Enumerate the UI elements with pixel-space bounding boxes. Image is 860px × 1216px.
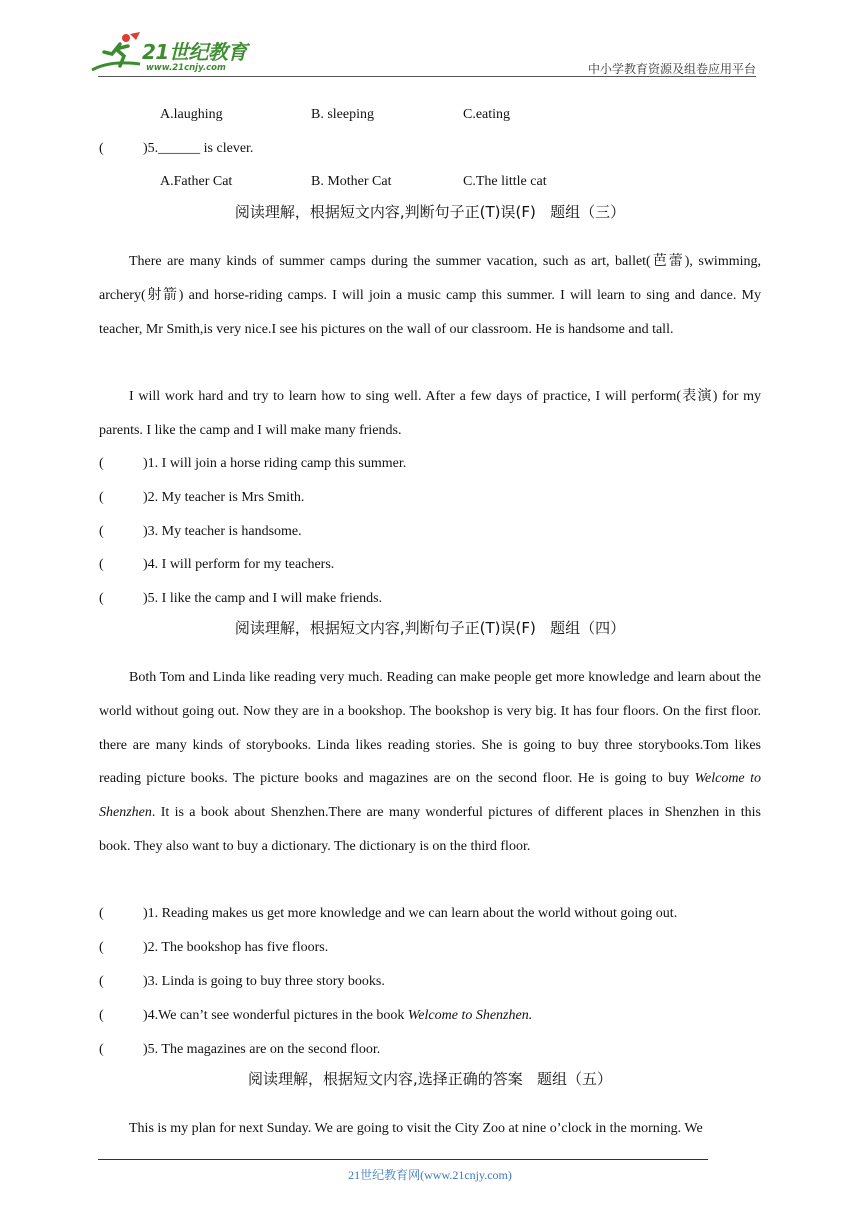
- passage-paragraph: [99, 661, 761, 864]
- logo-text: 21世纪教育: [142, 40, 247, 64]
- option-a: A.laughing: [160, 107, 223, 122]
- passage-text: . It is a book about Shenzhen.There are many wonderful pictures of different places in Shenzhen in this book. They also want to buy a dictionary. The dictionary is on the third floor.: [99, 805, 761, 854]
- option-c: C.The little cat: [463, 174, 547, 189]
- passage-paragraph: I will work hard and try to learn how to sing well. After a few days of practice, I will perform(表演) for my parents. I like the camp and I will make many friends.: [99, 389, 761, 438]
- footer-divider: [98, 1159, 708, 1160]
- question-text: )5.______ is clever.: [143, 141, 254, 156]
- question-text: )5. The magazines are on the second floor.: [143, 1042, 381, 1057]
- answer-paren: (: [99, 591, 104, 606]
- question-text: )2. My teacher is Mrs Smith.: [143, 490, 305, 505]
- answer-paren: (: [99, 557, 104, 572]
- section-heading: 阅读理解，根据短文内容,判断句子正(T)误(F) 题组（四）: [234, 619, 626, 637]
- question-text: )3. My teacher is handsome.: [143, 524, 302, 539]
- book-title: Welcome to Shenzhen: [99, 771, 761, 821]
- question-text: )5. I like the camp and I will make friends.: [143, 591, 383, 606]
- answer-paren: (: [99, 974, 104, 989]
- book-title: Welcome to Shenzhen.: [407, 1008, 533, 1023]
- question-text-part: )4.We can’t see wonderful pictures in the book: [143, 1008, 408, 1023]
- section-heading: 阅读理解，根据短文内容,判断句子正(T)误(F) 题组（三）: [234, 203, 626, 221]
- logo: [90, 30, 280, 78]
- option-c: C.eating: [463, 107, 511, 122]
- option-b: B. Mother Cat: [311, 174, 392, 189]
- answer-paren: (: [99, 906, 104, 921]
- logo-url: www.21cnjy.com: [146, 63, 226, 73]
- header-divider: [98, 76, 756, 77]
- question-text: [143, 1008, 532, 1024]
- answer-paren: (: [99, 456, 104, 471]
- page-header: [90, 30, 756, 78]
- answer-paren: (: [99, 1042, 104, 1057]
- answer-paren: (: [99, 1008, 104, 1023]
- answer-paren: (: [99, 141, 104, 156]
- answer-paren: (: [99, 524, 104, 539]
- runner-logo-icon: [90, 30, 150, 78]
- question-text: )1. I will join a horse riding camp this summer.: [143, 456, 407, 471]
- option-b: B. sleeping: [311, 107, 374, 122]
- answer-paren: (: [99, 490, 104, 505]
- question-text: )2. The bookshop has five floors.: [143, 940, 329, 955]
- question-text: )4. I will perform for my teachers.: [143, 557, 335, 572]
- platform-title: 中小学教育资源及组卷应用平台: [587, 62, 756, 76]
- question-text: )1. Reading makes us get more knowledge and we can learn about the world without going out.: [143, 906, 678, 921]
- passage-paragraph: There are many kinds of summer camps during the summer vacation, such as art, ballet(芭蕾), swimming, archery(射箭) and horse-riding camps. I will join a music camp this summer. I will learn to sing and dance. My teacher, Mr Smith,is very nice.I see his pictures on the wall of our classroom. He is handsome and tall.: [99, 254, 761, 337]
- passage-paragraph: This is my plan for next Sunday. We are going to visit the City Zoo at nine o’clock in the morning. We: [129, 1121, 703, 1136]
- option-a: A.Father Cat: [160, 174, 233, 189]
- footer-link[interactable]: 21世纪教育网(www.21cnjy.com): [348, 1168, 512, 1182]
- question-text: )3. Linda is going to buy three story books.: [143, 974, 385, 989]
- answer-paren: (: [99, 940, 104, 955]
- passage-text: Both Tom and Linda like reading very much. Reading can make people get more knowledge and learn about the world without going out. Now they are in a bookshop. The bookshop is very big. It has four floors. On the first floor. there are many kinds of storybooks. Linda likes reading stories. She is going to buy three storybooks.Tom likes reading picture books. The picture books and magazines are on the second floor. He is going to buy: [99, 670, 761, 787]
- section-heading: 阅读理解，根据短文内容,选择正确的答案 题组（五）: [247, 1070, 613, 1088]
